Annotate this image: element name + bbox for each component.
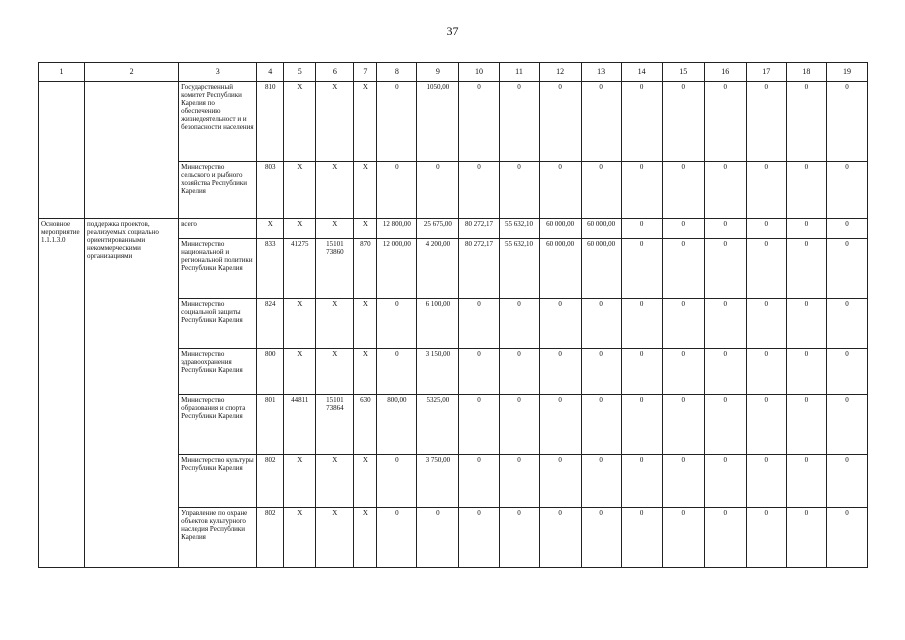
value-cell: X bbox=[284, 82, 316, 162]
value-cell: X bbox=[316, 455, 354, 508]
value-cell: 824 bbox=[257, 299, 284, 349]
page-number: 37 bbox=[446, 24, 459, 38]
value-cell: 0 bbox=[826, 395, 867, 455]
value-cell: 5325,00 bbox=[417, 395, 459, 455]
value-cell: 0 bbox=[499, 349, 539, 395]
value-cell: 0 bbox=[746, 455, 786, 508]
value-cell: 0 bbox=[826, 239, 867, 299]
value-cell: 0 bbox=[826, 82, 867, 162]
executor-name: Министерство образования и спорта Республики Карелия bbox=[179, 395, 257, 455]
value-cell: 833 bbox=[257, 239, 284, 299]
value-cell: 0 bbox=[746, 239, 786, 299]
column-header: 3 bbox=[179, 63, 257, 82]
value-cell: 0 bbox=[662, 508, 704, 568]
value-cell: 0 bbox=[417, 508, 459, 568]
executor-name: Управление по охране объектов культурного наследия Республики Карелия bbox=[179, 508, 257, 568]
column-header: 5 bbox=[284, 63, 316, 82]
value-cell: 0 bbox=[746, 82, 786, 162]
value-cell: 0 bbox=[581, 508, 621, 568]
column-header: 19 bbox=[826, 63, 867, 82]
value-cell: 0 bbox=[786, 299, 826, 349]
value-cell: 0 bbox=[499, 508, 539, 568]
value-cell: 0 bbox=[459, 508, 499, 568]
value-cell: 0 bbox=[621, 299, 662, 349]
value-cell: 0 bbox=[746, 162, 786, 219]
value-cell: 0 bbox=[826, 299, 867, 349]
value-cell: 0 bbox=[377, 349, 417, 395]
value-cell: 0 bbox=[662, 299, 704, 349]
value-cell: 0 bbox=[786, 239, 826, 299]
table-row bbox=[39, 82, 868, 162]
value-cell: 80 272,17 bbox=[459, 219, 499, 239]
value-cell: 0 bbox=[417, 162, 459, 219]
value-cell: 0 bbox=[581, 455, 621, 508]
value-cell: 0 bbox=[581, 82, 621, 162]
column-header: 18 bbox=[786, 63, 826, 82]
value-cell: 0 bbox=[581, 395, 621, 455]
value-cell: 0 bbox=[621, 82, 662, 162]
column-header: 9 bbox=[417, 63, 459, 82]
column-header: 10 bbox=[459, 63, 499, 82]
column-header: 13 bbox=[581, 63, 621, 82]
column-header: 7 bbox=[354, 63, 377, 82]
value-cell: 0 bbox=[786, 82, 826, 162]
value-cell: 41275 bbox=[284, 239, 316, 299]
value-cell: 0 bbox=[499, 395, 539, 455]
value-cell: 0 bbox=[459, 82, 499, 162]
executor-name: Министерство сельского и рыбного хозяйства Республики Карелия bbox=[179, 162, 257, 219]
value-cell: 55 632,10 bbox=[499, 239, 539, 299]
value-cell: X bbox=[284, 162, 316, 219]
value-cell: 0 bbox=[539, 349, 581, 395]
value-cell: 60 000,00 bbox=[581, 219, 621, 239]
value-cell: 0 bbox=[704, 82, 746, 162]
value-cell: 800 bbox=[257, 349, 284, 395]
executor-name: Министерство культуры Республики Карелия bbox=[179, 455, 257, 508]
value-cell: 801 bbox=[257, 395, 284, 455]
value-cell: X bbox=[316, 162, 354, 219]
value-cell: 0 bbox=[704, 395, 746, 455]
value-cell: 0 bbox=[826, 219, 867, 239]
value-cell: 0 bbox=[377, 455, 417, 508]
value-cell: 0 bbox=[662, 395, 704, 455]
value-cell: 0 bbox=[786, 455, 826, 508]
value-cell: 0 bbox=[499, 162, 539, 219]
value-cell: X bbox=[316, 508, 354, 568]
value-cell: X bbox=[354, 219, 377, 239]
value-cell: X bbox=[284, 455, 316, 508]
value-cell: 0 bbox=[581, 299, 621, 349]
value-cell: 0 bbox=[704, 455, 746, 508]
value-cell: 0 bbox=[704, 162, 746, 219]
value-cell: 0 bbox=[662, 219, 704, 239]
value-cell: 630 bbox=[354, 395, 377, 455]
value-cell: X bbox=[316, 299, 354, 349]
value-cell: 0 bbox=[499, 299, 539, 349]
value-cell: 0 bbox=[746, 349, 786, 395]
executor-name: Министерство здравоохранения Республики Карелия bbox=[179, 349, 257, 395]
value-cell: 15101 73864 bbox=[316, 395, 354, 455]
column-header: 2 bbox=[85, 63, 179, 82]
value-cell: 810 bbox=[257, 82, 284, 162]
value-cell: 60 000,00 bbox=[581, 239, 621, 299]
value-cell: 0 bbox=[539, 508, 581, 568]
value-cell: 6 100,00 bbox=[417, 299, 459, 349]
value-cell: 0 bbox=[786, 395, 826, 455]
value-cell: 870 bbox=[354, 239, 377, 299]
value-cell: 55 632,10 bbox=[499, 219, 539, 239]
value-cell: 25 675,00 bbox=[417, 219, 459, 239]
empty-cell bbox=[85, 82, 179, 219]
value-cell: 0 bbox=[377, 299, 417, 349]
value-cell: 0 bbox=[826, 508, 867, 568]
value-cell: 0 bbox=[377, 508, 417, 568]
empty-cell bbox=[39, 82, 85, 219]
value-cell: 44811 bbox=[284, 395, 316, 455]
column-header: 4 bbox=[257, 63, 284, 82]
column-header: 1 bbox=[39, 63, 85, 82]
value-cell: 4 200,00 bbox=[417, 239, 459, 299]
column-header: 11 bbox=[499, 63, 539, 82]
value-cell: 0 bbox=[662, 82, 704, 162]
value-cell: 0 bbox=[459, 162, 499, 219]
value-cell: 0 bbox=[539, 455, 581, 508]
value-cell: X bbox=[284, 508, 316, 568]
value-cell: X bbox=[354, 508, 377, 568]
value-cell: 0 bbox=[704, 349, 746, 395]
value-cell: 0 bbox=[621, 455, 662, 508]
value-cell: 12 000,00 bbox=[377, 239, 417, 299]
value-cell: X bbox=[284, 349, 316, 395]
value-cell: 0 bbox=[539, 162, 581, 219]
value-cell: 802 bbox=[257, 508, 284, 568]
value-cell: 0 bbox=[539, 395, 581, 455]
value-cell: 60 000,00 bbox=[539, 219, 581, 239]
value-cell: X bbox=[354, 455, 377, 508]
value-cell: 0 bbox=[826, 162, 867, 219]
value-cell: X bbox=[316, 349, 354, 395]
column-header: 8 bbox=[377, 63, 417, 82]
value-cell: 0 bbox=[539, 299, 581, 349]
value-cell: X bbox=[354, 82, 377, 162]
value-cell: 0 bbox=[621, 395, 662, 455]
value-cell: 0 bbox=[704, 239, 746, 299]
executor-name: Государственный комитет Республики Карелия по обеспечению жизнедеятельност и и безопасности населения bbox=[179, 82, 257, 162]
table-row bbox=[39, 219, 868, 239]
value-cell: 60 000,00 bbox=[539, 239, 581, 299]
value-cell: 0 bbox=[459, 395, 499, 455]
value-cell: 802 bbox=[257, 455, 284, 508]
value-cell: 0 bbox=[499, 82, 539, 162]
value-cell: 0 bbox=[786, 508, 826, 568]
value-cell: 0 bbox=[621, 162, 662, 219]
value-cell: X bbox=[316, 219, 354, 239]
value-cell: 0 bbox=[662, 239, 704, 299]
value-cell: 3 750,00 bbox=[417, 455, 459, 508]
column-header: 12 bbox=[539, 63, 581, 82]
column-header: 15 bbox=[662, 63, 704, 82]
value-cell: 0 bbox=[704, 299, 746, 349]
value-cell: 0 bbox=[459, 299, 499, 349]
value-cell: 80 272,17 bbox=[459, 239, 499, 299]
value-cell: 0 bbox=[459, 455, 499, 508]
executor-name: Министерство социальной защиты Республики Карелия bbox=[179, 299, 257, 349]
value-cell: 15101 73860 bbox=[316, 239, 354, 299]
activity-name: Основное мероприятие 1.1.1.3.0 bbox=[39, 219, 85, 568]
value-cell: X bbox=[316, 82, 354, 162]
value-cell: 0 bbox=[786, 349, 826, 395]
value-cell: 0 bbox=[662, 455, 704, 508]
value-cell: X bbox=[354, 349, 377, 395]
value-cell: 0 bbox=[786, 162, 826, 219]
budget-table bbox=[38, 62, 868, 568]
value-cell: 0 bbox=[746, 508, 786, 568]
column-header: 6 bbox=[316, 63, 354, 82]
column-header: 14 bbox=[621, 63, 662, 82]
value-cell: 0 bbox=[581, 162, 621, 219]
value-cell: X bbox=[284, 299, 316, 349]
executor-name: Министерство национальной и региональной политики Республики Карелия bbox=[179, 239, 257, 299]
value-cell: X bbox=[354, 162, 377, 219]
value-cell: 0 bbox=[746, 299, 786, 349]
value-cell: 1050,00 bbox=[417, 82, 459, 162]
column-header: 17 bbox=[746, 63, 786, 82]
value-cell: X bbox=[354, 299, 377, 349]
value-cell: 803 bbox=[257, 162, 284, 219]
value-cell: 3 150,00 bbox=[417, 349, 459, 395]
value-cell: 0 bbox=[662, 349, 704, 395]
value-cell: 0 bbox=[377, 82, 417, 162]
value-cell: 0 bbox=[377, 162, 417, 219]
value-cell: 0 bbox=[621, 349, 662, 395]
value-cell: 0 bbox=[459, 349, 499, 395]
value-cell: 0 bbox=[786, 219, 826, 239]
value-cell: 0 bbox=[581, 349, 621, 395]
value-cell: X bbox=[284, 219, 316, 239]
activity-description: поддержка проектов, реализуемых социально ориентированными некоммерческими организациями bbox=[85, 219, 179, 568]
column-header: 16 bbox=[704, 63, 746, 82]
value-cell: 0 bbox=[746, 219, 786, 239]
value-cell: 0 bbox=[826, 455, 867, 508]
value-cell: 0 bbox=[499, 455, 539, 508]
value-cell: 0 bbox=[704, 219, 746, 239]
value-cell: 0 bbox=[704, 508, 746, 568]
value-cell: 12 800,00 bbox=[377, 219, 417, 239]
value-cell: 0 bbox=[621, 219, 662, 239]
value-cell: 0 bbox=[621, 508, 662, 568]
value-cell: 0 bbox=[539, 82, 581, 162]
executor-name: всего bbox=[179, 219, 257, 239]
value-cell: 0 bbox=[662, 162, 704, 219]
value-cell: 800,00 bbox=[377, 395, 417, 455]
value-cell: X bbox=[257, 219, 284, 239]
value-cell: 0 bbox=[746, 395, 786, 455]
value-cell: 0 bbox=[621, 239, 662, 299]
value-cell: 0 bbox=[826, 349, 867, 395]
header-row bbox=[39, 63, 868, 82]
